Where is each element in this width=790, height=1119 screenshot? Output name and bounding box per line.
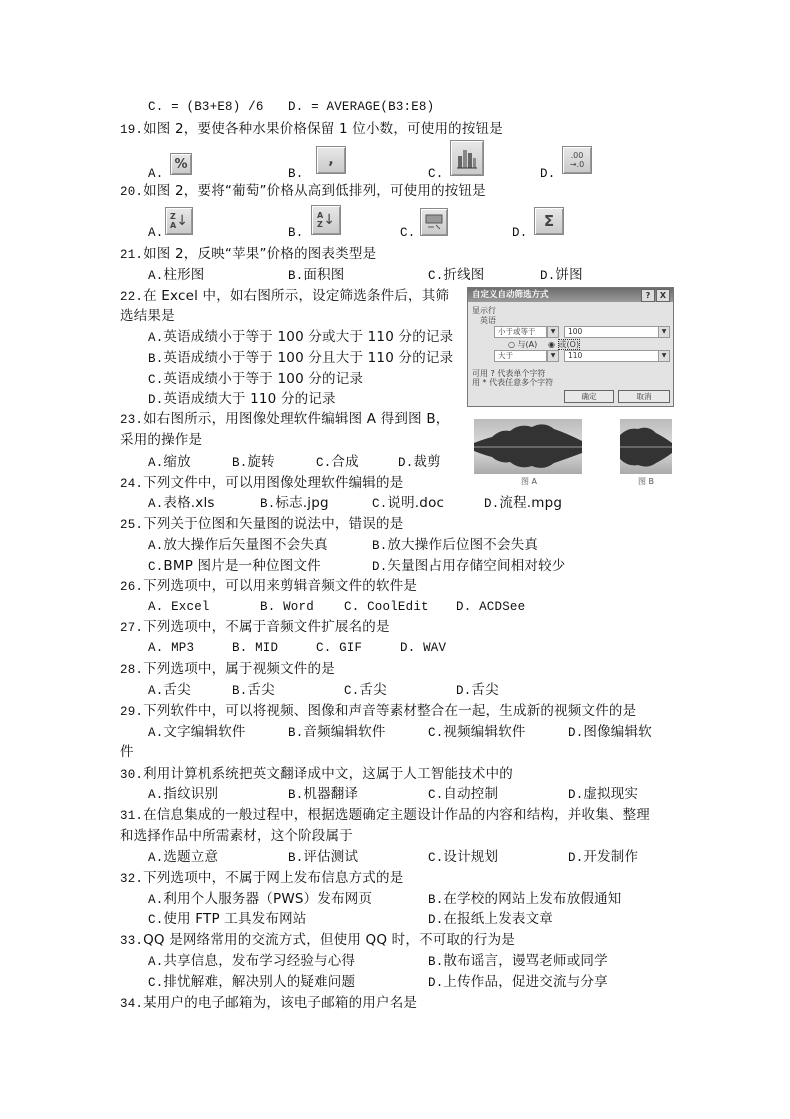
- q31-option-a: A.选题立意: [148, 849, 219, 865]
- figure-a-caption: 图 A: [521, 477, 538, 486]
- q32-option-b: B.在学校的网站上发布放假通知: [428, 891, 622, 907]
- q33-option-c: C.排忧解难，解决别人的疑难问题: [148, 974, 356, 990]
- q19-option-a-label: A.: [148, 167, 164, 181]
- question-25-stem: 25.下列关于位图和矢量图的说法中，错误的是: [120, 516, 404, 532]
- q27-option-c: C. GIF: [316, 641, 363, 655]
- condition2-value-dropdown-icon[interactable]: ▼: [658, 350, 670, 362]
- autosum-icon[interactable]: Σ: [534, 207, 564, 235]
- q29-option-b: B.音频编辑软件: [288, 724, 386, 740]
- q27-option-a: A. MP3: [148, 641, 195, 655]
- q20-option-d-label: D.: [512, 226, 528, 240]
- question-22-stem-line2: 选结果是: [120, 308, 175, 324]
- q32-option-c: C.使用 FTP 工具发布网站: [148, 911, 307, 927]
- q23-option-b: B.旋转: [232, 454, 275, 470]
- q30-option-a: A.指纹识别: [148, 786, 219, 802]
- chart-wizard-icon[interactable]: [450, 140, 484, 176]
- drawing-icon[interactable]: [420, 208, 448, 236]
- q27-option-d: D. WAV: [400, 641, 447, 655]
- q23-option-c: C.合成: [316, 454, 359, 470]
- question-30-stem: 30.利用计算机系统把英文翻译成中文，这属于人工智能技术中的: [120, 766, 514, 782]
- q26-option-d: D. ACDSee: [456, 600, 526, 614]
- q22-option-d: D.英语成绩大于 110 分的记录: [148, 391, 336, 407]
- q25-option-a: A.放大操作后矢量图不会失真: [148, 537, 328, 553]
- drawing-glyph-icon: [425, 213, 443, 231]
- q29-option-c: C.视频编辑软件: [428, 724, 526, 740]
- percent-style-icon[interactable]: %: [170, 153, 192, 175]
- condition2-value-input[interactable]: 110: [564, 350, 661, 362]
- q23-option-d: D.裁剪: [398, 454, 441, 470]
- figure-b-caption: 图 B: [638, 477, 655, 486]
- question-27-stem: 27.下列选项中，不属于音频文件扩展名的是: [120, 619, 390, 635]
- q24-option-a: A.表格.xls: [148, 495, 215, 511]
- q31-option-c: C.设计规划: [428, 849, 499, 865]
- q21-option-c: C.折线图: [428, 267, 485, 283]
- decrease-decimal-icon[interactable]: .00 →.0: [562, 146, 592, 174]
- question-19-stem: 19.如图 2，要使各种水果价格保留 1 位小数，可使用的按钮是: [120, 121, 503, 137]
- condition2-operator-select[interactable]: 大于: [494, 350, 547, 362]
- q29-option-a: A.文字编辑软件: [148, 724, 246, 740]
- q26-option-c: C. CoolEdit: [344, 600, 429, 614]
- wildcard-hint-1: 可用 ? 代表单个字符: [472, 369, 546, 378]
- q29-option-d: D.图像编辑软: [568, 724, 652, 740]
- show-rows-label: 显示行: [472, 306, 496, 315]
- condition1-operator-dropdown-icon[interactable]: ▼: [547, 326, 559, 338]
- q24-option-c: C.说明.doc: [372, 495, 445, 511]
- q19-option-b-label: B.: [288, 167, 304, 181]
- wildcard-hint-2: 用 * 代表任意多个字符: [472, 378, 554, 387]
- q25-option-b: B.放大操作后位图不会失真: [372, 537, 539, 553]
- q24-option-d: D.流程.mpg: [484, 495, 563, 511]
- q33-option-a: A.共享信息，发布学习经验与心得: [148, 953, 356, 969]
- q23-option-a: A.缩放: [148, 454, 191, 470]
- condition2-operator-dropdown-icon[interactable]: ▼: [547, 350, 559, 362]
- figure-b-image: [620, 419, 672, 474]
- q22-option-c: C.英语成绩小于等于 100 分的记录: [148, 371, 364, 387]
- question-32-stem: 32.下列选项中，不属于网上发布信息方式的是: [120, 870, 404, 886]
- figure-a-image: [474, 419, 582, 474]
- sort-descending-icon[interactable]: Z A ↓: [165, 207, 193, 235]
- q21-option-d: D.饼图: [540, 267, 583, 283]
- question-23-stem-line1: 23.如右图所示，用图像处理软件编辑图 A 得到图 B，: [120, 411, 450, 427]
- q28-option-a: A.舌尖: [148, 682, 191, 698]
- q28-option-b: B.舌尖: [232, 682, 275, 698]
- help-icon[interactable]: ?: [641, 289, 655, 302]
- q30-option-b: B.机器翻译: [288, 786, 359, 802]
- q30-option-d: D.虚拟现实: [568, 786, 639, 802]
- comma-style-icon[interactable]: ,: [316, 146, 346, 174]
- or-radio[interactable]: ◉ 或(O): [548, 340, 580, 349]
- q18-option-c: C. = (B3+E8) /6: [148, 100, 264, 114]
- q29-option-d-wrap: 件: [120, 744, 134, 760]
- question-31-stem-line1: 31.在信息集成的一般过程中，根据选题确定主题设计作品的内容和结构，并收集、整理: [120, 807, 651, 823]
- q33-option-b: B.散布谣言，谩骂老师或同学: [428, 953, 608, 969]
- q19-option-d-label: D.: [540, 167, 556, 181]
- q25-option-c: C.BMP 图片是一种位图文件: [148, 558, 321, 574]
- q20-option-b-label: B.: [288, 226, 304, 240]
- cancel-button[interactable]: 取消: [618, 390, 670, 403]
- q32-option-d: D.在报纸上发表文章: [428, 911, 554, 927]
- condition1-value-dropdown-icon[interactable]: ▼: [658, 326, 670, 338]
- q30-option-c: C.自动控制: [428, 786, 499, 802]
- question-33-stem: 33.QQ 是网络常用的交流方式，但使用 QQ 时，不可取的行为是: [120, 932, 515, 948]
- q25-option-d: D.矢量图占用存储空间相对较少: [372, 558, 566, 574]
- q21-option-a: A.柱形图: [148, 267, 205, 283]
- condition1-operator-select[interactable]: 小于或等于: [494, 326, 547, 338]
- q21-option-b: B.面积图: [288, 267, 345, 283]
- question-28-stem: 28.下列选项中，属于视频文件的是: [120, 661, 335, 677]
- q22-option-a: A.英语成绩小于等于 100 分或大于 110 分的记录: [148, 329, 454, 345]
- q27-option-b: B. MID: [232, 641, 279, 655]
- condition1-value-input[interactable]: 100: [564, 326, 661, 338]
- dialog-title-bar: [468, 288, 673, 302]
- bar-chart-glyph-icon: [456, 146, 478, 170]
- sort-ascending-icon[interactable]: A Z ↓: [311, 205, 341, 235]
- and-radio[interactable]: ○ 与(A): [508, 340, 538, 349]
- q20-option-a-label: A.: [148, 226, 164, 240]
- question-29-stem: 29.下列软件中，可以将视频、图像和声音等素材整合在一起，生成新的视频文件的是: [120, 703, 637, 719]
- q20-option-c-label: C.: [400, 226, 416, 240]
- q19-option-c-label: C.: [428, 167, 444, 181]
- question-26-stem: 26.下列选项中，可以用来剪辑音频文件的软件是: [120, 578, 418, 594]
- question-34-stem: 34.某用户的电子邮箱为，该电子邮箱的用户名是: [120, 995, 418, 1011]
- question-20-stem: 20.如图 2，要将“葡萄”价格从高到低排列，可使用的按钮是: [120, 183, 486, 199]
- question-24-stem: 24.下列文件中，可以用图像处理软件编辑的是: [120, 475, 404, 491]
- q33-option-d: D.上传作品，促进交流与分享: [428, 974, 608, 990]
- question-21-stem: 21.如图 2，反映“苹果”价格的图表类型是: [120, 246, 377, 262]
- q28-option-d: D.舌尖: [456, 682, 499, 698]
- q28-option-c: C.舌尖: [344, 682, 387, 698]
- ok-button[interactable]: 确定: [564, 390, 614, 403]
- field-label: 英语: [480, 316, 496, 325]
- question-22-stem-line1: 22.在 Excel 中，如右图所示，设定筛选条件后，其筛: [120, 288, 450, 304]
- question-23-stem-line2: 采用的操作是: [120, 432, 203, 448]
- dialog-title: 自定义自动筛选方式: [472, 290, 549, 300]
- q26-option-b: B. Word: [260, 600, 314, 614]
- q18-option-d: D. = AVERAGE(B3:E8): [288, 100, 435, 114]
- custom-autofilter-dialog: [467, 287, 674, 407]
- q31-option-b: B.评估测试: [288, 849, 359, 865]
- close-icon[interactable]: X: [656, 289, 670, 302]
- q32-option-a: A.利用个人服务器（PWS）发布网页: [148, 891, 373, 907]
- q24-option-b: B.标志.jpg: [260, 495, 329, 511]
- q22-option-b: B.英语成绩小于等于 100 分且大于 110 分的记录: [148, 350, 454, 366]
- q31-option-d: D.开发制作: [568, 849, 639, 865]
- question-31-stem-line2: 和选择作品中所需素材，这个阶段属于: [120, 828, 353, 844]
- q26-option-a: A. Excel: [148, 600, 210, 614]
